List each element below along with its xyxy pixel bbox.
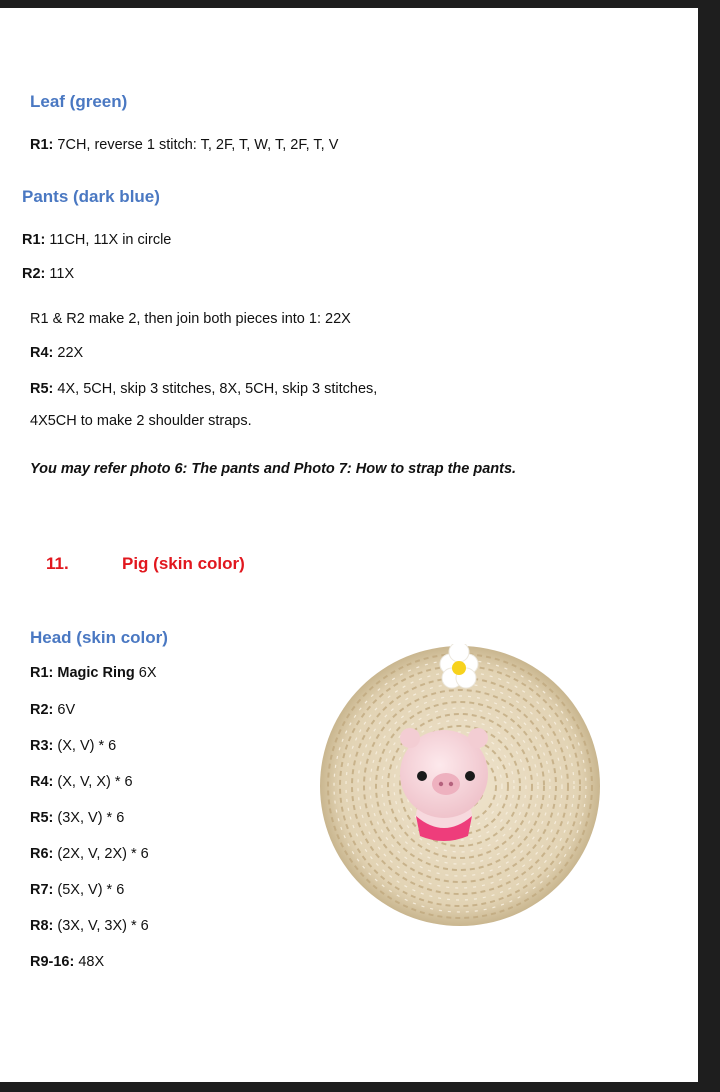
pants-row-r1 [22,232,171,248]
document-page [0,8,698,1082]
row-label: R1: [22,232,46,248]
row-text: 22X [53,345,84,361]
head-row-r7 [30,882,124,898]
pants-row-r4 [30,345,83,361]
row-label: R6: [30,846,54,862]
head-row-r1 [30,665,157,681]
row-label: R5: [30,381,54,397]
head-row-r4 [30,774,133,790]
row-text: (3X, V, 3X) * 6 [53,918,149,934]
row-text: 48X [74,954,105,970]
row-label: R1: Magic Ring [30,665,135,681]
row-label: R5: [30,810,54,826]
section-number: 11. [46,554,69,573]
head-row-r9-16 [30,954,104,970]
head-row-r6 [30,846,149,862]
row-label: R3: [30,738,54,754]
row-text: (X, V, X) * 6 [53,774,133,790]
pants-row-r2 [22,266,74,282]
row-label: R7: [30,882,54,898]
row-text: 4X, 5CH, skip 3 stitches, 8X, 5CH, skip 3 stitches, [53,381,378,397]
row-label: R2: [30,702,54,718]
pants-heading: Pants (dark blue) [22,187,160,206]
pants-note: You may refer photo 6: The pants and Photo 7: How to strap the pants. [30,461,517,477]
pig-photo [318,644,602,928]
row-text: 6V [53,702,76,718]
pants-row-r5-continued: 4X5CH to make 2 shoulder straps. [30,413,252,429]
row-text: (5X, V) * 6 [53,882,125,898]
section-title: Pig (skin color) [122,554,245,573]
row-text: (3X, V) * 6 [53,810,125,826]
head-row-r3 [30,738,116,754]
pants-join-text: R1 & R2 make 2, then join both pieces into 1: 22X [30,311,351,327]
row-text: (X, V) * 6 [53,738,117,754]
leaf-heading: Leaf (green) [30,92,128,111]
row-text: 11X [45,266,75,282]
pants-row-r5 [30,381,377,397]
head-heading: Head (skin color) [30,628,168,647]
row-label: R4: [30,345,54,361]
row-text: 6X [134,665,157,681]
row-label: R9-16: [30,954,75,970]
row-label: R8: [30,918,54,934]
row-label: R4: [30,774,54,790]
head-row-r8 [30,918,149,934]
head-row-r2 [30,702,75,718]
row-text: 11CH, 11X in circle [45,232,172,248]
leaf-row-r1 [30,137,338,153]
row-text: (2X, V, 2X) * 6 [53,846,149,862]
row-label: R1: [30,137,54,153]
row-text: 7CH, reverse 1 stitch: T, 2F, T, W, T, 2F, T, V [53,137,339,153]
row-label: R2: [22,266,46,282]
head-row-r5 [30,810,124,826]
